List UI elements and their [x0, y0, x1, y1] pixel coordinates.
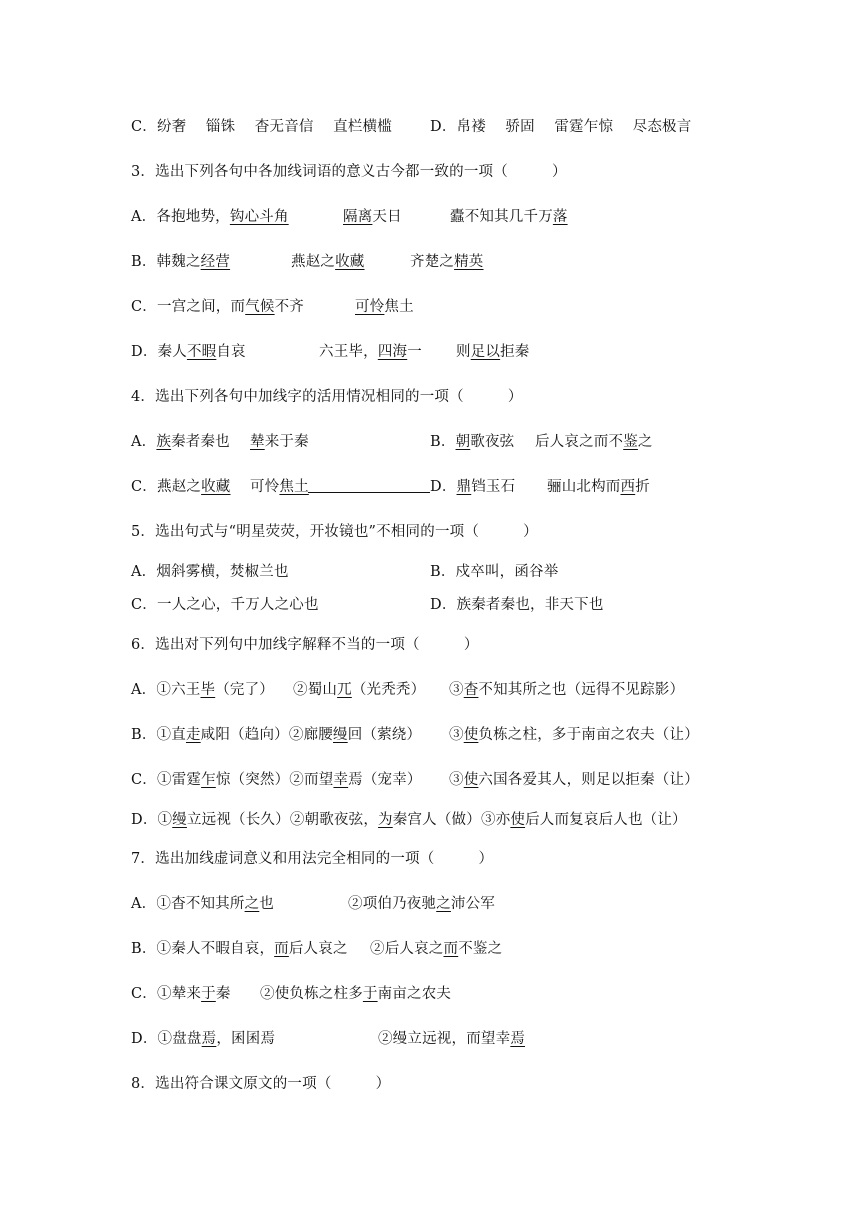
- text-line: [131, 251, 731, 273]
- underlined-word: 缦: [332, 727, 348, 743]
- underlined-word: 族: [156, 434, 172, 450]
- text-segment: [250, 476, 309, 498]
- text-segment: [131, 386, 523, 408]
- text-run: ②蜀山: [293, 682, 338, 698]
- text-run: C．①辇来: [131, 986, 202, 1002]
- text-run: 也: [259, 896, 274, 912]
- text-run: A．: [131, 434, 157, 450]
- text-segment: [293, 679, 425, 701]
- text-run: ③: [449, 772, 464, 788]
- text-run: 5．选出句式与“明星荧荧，开妆镜也”不相同的一项（ ）: [131, 524, 538, 540]
- text-run: D．族秦者秦也，非天下也: [430, 597, 604, 613]
- underlined-word: 焉: [510, 1031, 526, 1047]
- text-run: 后人哀之: [288, 941, 348, 957]
- text-segment: [456, 341, 530, 363]
- text-segment: [131, 1028, 275, 1050]
- text-run: 六国各爱其人，则足以拒秦（让）: [478, 772, 699, 788]
- underlined-word: 焦土: [279, 479, 309, 495]
- text-segment: [370, 938, 502, 960]
- text-run: 六王毕，: [319, 344, 378, 360]
- text-segment: [131, 521, 538, 543]
- text-segment: [131, 296, 304, 318]
- text-segment: [547, 476, 650, 498]
- underlined-word: 鼎: [456, 479, 472, 495]
- text-line: [131, 1028, 731, 1050]
- text-segment: [131, 893, 274, 915]
- text-run: 焦土: [384, 299, 414, 315]
- text-segment: [260, 983, 451, 1005]
- underlined-word: 杳: [463, 682, 479, 698]
- text-run: 秦: [215, 986, 231, 1002]
- text-run: 燕赵之: [291, 254, 336, 270]
- underlined-word: 为: [378, 812, 393, 828]
- text-run: 4．选出下列各句中加线字的活用情况相同的一项（ ）: [131, 389, 523, 405]
- text-run: ②后人哀之: [370, 941, 444, 957]
- text-run: 一: [407, 344, 422, 360]
- text-run: B．①直: [131, 727, 186, 743]
- text-run: 3．选出下列各句中各加线词语的意义古今都一致的一项（ ）: [131, 164, 567, 180]
- text-line: [131, 521, 731, 543]
- underlined-word: 辇: [250, 434, 265, 450]
- text-run: ②缦立远视，而望幸: [378, 1031, 511, 1047]
- text-run: 天日: [372, 209, 402, 225]
- text-line: [131, 679, 731, 701]
- underlined-word: 毕: [200, 682, 216, 698]
- text-run: A．烟斜雾横，焚椒兰也: [131, 564, 289, 580]
- text-run: 8．选出符合课文原文的一项（ ）: [131, 1076, 391, 1092]
- text-segment: [319, 341, 422, 363]
- text-run: 回（萦绕）: [347, 727, 422, 743]
- text-run: 铛玉石: [471, 479, 516, 495]
- text-segment: [131, 724, 421, 746]
- text-segment: [430, 594, 604, 616]
- text-run: D．①: [131, 812, 173, 828]
- underlined-word: 缦: [172, 812, 187, 828]
- text-line: [131, 386, 731, 408]
- text-run: A．①六王: [131, 682, 201, 698]
- text-segment: [410, 251, 484, 273]
- text-segment: [131, 431, 230, 453]
- text-run: 焉（宠幸）: [348, 772, 422, 788]
- text-line: [131, 724, 731, 746]
- text-line: [131, 983, 731, 1005]
- underlined-word: 鉴: [623, 434, 638, 450]
- text-run: B．: [430, 434, 456, 450]
- underlined-word: 收藏: [201, 479, 231, 495]
- text-segment: [131, 769, 422, 791]
- text-segment: [131, 161, 567, 183]
- text-segment: [449, 769, 699, 791]
- text-run: 立远视（长久）②朝歌夜弦，: [186, 812, 379, 828]
- text-segment: [430, 431, 514, 453]
- text-segment: [131, 938, 348, 960]
- text-segment: [131, 561, 289, 583]
- text-run: C．燕赵之: [131, 479, 202, 495]
- text-run: D．秦人: [131, 344, 187, 360]
- underlined-word: 之: [244, 896, 260, 912]
- underline-blank: [308, 492, 430, 493]
- text-segment: [430, 476, 515, 498]
- underlined-word: 使: [463, 727, 479, 743]
- text-line: [131, 561, 731, 583]
- text-segment: [355, 296, 414, 318]
- text-run: 6．选出对下列句中加线字解释不当的一项（ ）: [131, 637, 479, 653]
- text-run: 南亩之农夫: [377, 986, 452, 1002]
- underlined-word: 于: [201, 986, 216, 1002]
- text-run: 自哀: [216, 344, 246, 360]
- text-run: 拒秦: [500, 344, 530, 360]
- text-segment: [131, 116, 392, 138]
- text-run: B．戍卒叫，函谷举: [430, 564, 559, 580]
- text-run: 齐楚之: [410, 254, 455, 270]
- underlined-word: 走: [185, 727, 201, 743]
- text-run: 7．选出加线虚词意义和用法完全相同的一项（ ）: [131, 851, 494, 867]
- text-run: （光秃秃）: [351, 682, 426, 698]
- text-run: 蠹不知其几千万: [450, 209, 553, 225]
- underlined-word: 乍: [201, 772, 216, 788]
- underlined-word: 隔离: [343, 209, 373, 225]
- text-run: C．一人之心，千万人之心也: [131, 597, 319, 613]
- text-segment: [449, 724, 699, 746]
- underlined-word: 之: [436, 896, 451, 912]
- text-run: 可怜: [250, 479, 280, 495]
- underlined-word: 足以: [470, 344, 501, 360]
- text-run: A．各抱地势，: [131, 209, 230, 225]
- text-run: 来于秦: [264, 434, 309, 450]
- underlined-word: 使: [510, 812, 526, 828]
- text-segment: [131, 341, 246, 363]
- text-segment: [343, 206, 402, 228]
- text-line: [131, 769, 731, 791]
- text-run: 折: [635, 479, 650, 495]
- text-segment: [131, 206, 289, 228]
- underlined-word: 钩心斗角: [229, 209, 289, 225]
- text-run: 沛公军: [450, 896, 496, 912]
- underlined-word: 兀: [337, 682, 352, 698]
- text-run: ②项伯乃夜驰: [348, 896, 437, 912]
- underlined-word: 使: [463, 772, 479, 788]
- text-segment: [131, 983, 231, 1005]
- underlined-word: 朝: [455, 434, 471, 450]
- text-line: [131, 341, 731, 363]
- text-segment: [250, 431, 309, 453]
- text-run: 秦宫人（做）③亦: [392, 812, 511, 828]
- text-segment: [131, 594, 319, 616]
- text-run: 不知其所之也（远得不见踪影）: [478, 682, 685, 698]
- text-run: ，囷囷焉: [216, 1031, 276, 1047]
- text-segment: [131, 251, 230, 273]
- underlined-word: 落: [552, 209, 568, 225]
- text-run: 不齐: [274, 299, 305, 315]
- text-segment: [430, 561, 558, 583]
- text-run: C．纷奢 锱铢 杳无音信 直栏横槛: [131, 119, 392, 135]
- text-line: [131, 809, 731, 831]
- underlined-word: 精英: [454, 254, 484, 270]
- text-segment: [450, 206, 568, 228]
- text-run: ③: [449, 727, 464, 743]
- text-line: [131, 893, 731, 915]
- text-run: 不鉴之: [458, 941, 503, 957]
- text-run: （完了）: [215, 682, 274, 698]
- text-run: B．①秦人不暇自哀，: [131, 941, 275, 957]
- text-segment: [535, 431, 653, 453]
- text-line: [131, 634, 731, 656]
- text-line: [131, 431, 731, 453]
- text-run: 则: [456, 344, 471, 360]
- text-line: [131, 848, 731, 870]
- text-segment: [131, 476, 231, 498]
- text-segment: [430, 116, 691, 138]
- underlined-word: 不暇: [186, 344, 217, 360]
- text-segment: [449, 679, 684, 701]
- underlined-word: 焉: [201, 1031, 217, 1047]
- text-segment: [348, 893, 495, 915]
- underlined-word: 收藏: [335, 254, 365, 270]
- text-run: D．①盘盘: [131, 1031, 202, 1047]
- underlined-word: 气候: [245, 299, 275, 315]
- text-run: 骊山北构而: [547, 479, 621, 495]
- underlined-word: 而: [274, 941, 289, 957]
- text-run: 歌夜弦: [470, 434, 515, 450]
- text-run: D．: [430, 479, 457, 495]
- text-run: 惊（突然）②而望: [215, 772, 334, 788]
- text-run: 负栋之柱，多于南亩之农夫（让）: [478, 727, 699, 743]
- text-run: 咸阳（趋向）②廊腰: [200, 727, 333, 743]
- text-run: ③: [449, 682, 464, 698]
- text-line: [131, 206, 731, 228]
- underlined-word: 于: [362, 986, 378, 1002]
- text-run: 后人哀之而不: [535, 434, 624, 450]
- underlined-word: 经营: [200, 254, 231, 270]
- underlined-word: 四海: [377, 344, 408, 360]
- text-run: 后人而复哀后人也（让）: [525, 812, 687, 828]
- text-run: 秦者秦也: [171, 434, 230, 450]
- underlined-word: 而: [443, 941, 459, 957]
- text-run: C．①雷霆: [131, 772, 202, 788]
- text-run: D．帛褛 骄固 雷霆乍惊 尽态极言: [430, 119, 692, 135]
- text-line: [131, 594, 731, 616]
- text-run: C．一宫之间，而: [131, 299, 246, 315]
- text-line: [131, 296, 731, 318]
- text-run: 之: [637, 434, 653, 450]
- text-segment: [131, 848, 493, 870]
- text-run: A．①杳不知其所: [131, 896, 245, 912]
- text-line: [131, 1073, 731, 1095]
- text-run: ②使负栋之柱多: [260, 986, 363, 1002]
- text-line: [131, 161, 731, 183]
- text-segment: [291, 251, 365, 273]
- text-line: [131, 476, 731, 498]
- underlined-word: 可怜: [355, 299, 385, 315]
- text-segment: [378, 1028, 525, 1050]
- text-segment: [131, 1073, 390, 1095]
- text-segment: [131, 809, 687, 831]
- underlined-word: 幸: [333, 772, 349, 788]
- text-segment: [131, 634, 479, 656]
- text-segment: [131, 679, 274, 701]
- text-line: [131, 116, 731, 138]
- text-line: [131, 938, 731, 960]
- underlined-word: 西: [620, 479, 636, 495]
- text-run: B．韩魏之: [131, 254, 201, 270]
